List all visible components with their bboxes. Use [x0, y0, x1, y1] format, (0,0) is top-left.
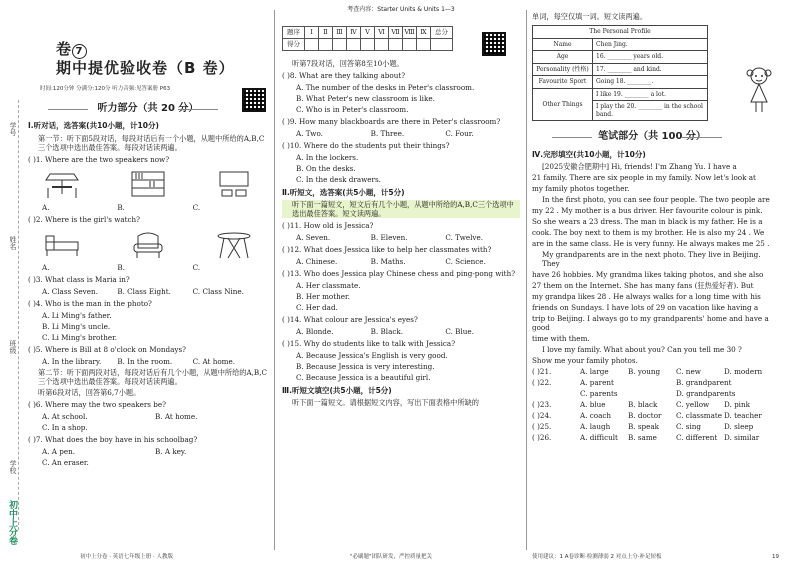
column-divider	[526, 10, 527, 550]
option-b[interactable]: B. What Peter's new classroom is like.	[296, 93, 435, 103]
question-5: ( )5. Where is Bill at 8 o'clock on Mondays?	[28, 344, 186, 354]
option-b[interactable]: B.	[117, 202, 125, 212]
cafe-table-picture-icon	[42, 168, 82, 200]
score-col: Ⅱ	[319, 26, 333, 38]
question-4: ( )4. Who is the man in the photo?	[28, 298, 152, 308]
option-a[interactable]: A. Li Ming's father.	[42, 310, 112, 320]
middle-footer: "必刷题"团队研发，严控质量把关	[350, 554, 433, 560]
table-picture-icon	[214, 228, 254, 260]
right-column	[532, 0, 772, 444]
question-1-pictures	[28, 167, 268, 201]
option-b[interactable]: B. Three.	[370, 128, 405, 138]
usage-note: 使用建议：1 A卷诊断·检测薄弱 2 对点上分·补足短板	[532, 554, 662, 560]
option-b[interactable]: B. grandparent	[676, 377, 732, 387]
choice-row-24	[532, 411, 772, 420]
passage-line: So she wears a 23 dress. The man in black is my father. He is a	[532, 216, 763, 226]
middle-column	[282, 0, 520, 409]
question-14: ( )14. What colour are Jessica's eyes?	[282, 314, 418, 324]
option-a[interactable]: A. laugh	[580, 421, 611, 431]
question-7-options-row1	[28, 447, 268, 456]
blank-19[interactable]: I like 19. ________ a lot.	[593, 88, 708, 101]
option-c[interactable]: C. sing	[676, 421, 702, 431]
score-table-row	[283, 38, 453, 50]
score-table	[282, 26, 453, 51]
title-text: 期中提优验收卷（B 卷）	[56, 59, 235, 77]
passage-line: my 22 . My mother is a bus driver. Her favourite colour is pink.	[532, 205, 763, 215]
passage-line: Show me your family photos.	[532, 355, 638, 365]
question-6-options-row1	[28, 412, 268, 421]
passage-line: friends on Sundays. I have lots of 29 on vacation like having a	[532, 302, 759, 312]
option-c[interactable]: C. Four.	[445, 128, 474, 138]
paper-title	[56, 40, 268, 78]
passage-line: [2025安徽合肥期中] Hi, friends! I'm Zhang Yu. I have a	[542, 161, 737, 171]
option-a[interactable]: A. In the library.	[42, 356, 102, 366]
question-8: ( )8. What are they talking about?	[282, 70, 406, 80]
passage-line: trip to Beijing. I always go to my grandparents' home and have a good	[532, 313, 769, 332]
blank-17[interactable]: 17. ________ and kind.	[593, 63, 708, 76]
score-cell[interactable]	[361, 38, 375, 50]
option-a[interactable]: A. Two.	[296, 128, 323, 138]
sidebar-label-class: 班级	[9, 340, 17, 354]
passage-line: 27 them on the Internet. She has many fans (狂热爱好者). But	[532, 280, 754, 290]
option-a[interactable]: A. blue	[580, 399, 606, 409]
question-6: ( )6. Where may the two speakers be?	[28, 399, 166, 409]
sidebar-label-name: 姓名	[9, 236, 17, 250]
option-d[interactable]: D. modern	[724, 366, 763, 376]
profile-value: Chen Jing.	[593, 38, 708, 51]
option-b[interactable]: B. On the desks.	[296, 163, 356, 173]
score-col: Ⅷ	[403, 26, 417, 38]
option-b[interactable]: B. speak	[628, 421, 660, 431]
dialogue-6-instructions: 听第6段对话，回答第6,7小题。	[38, 387, 141, 397]
score-row-label: 得分	[283, 38, 305, 50]
question-9-options	[282, 129, 520, 138]
option-b[interactable]: B. black	[628, 399, 658, 409]
option-c[interactable]: C. new	[676, 366, 701, 376]
option-c[interactable]: C.	[192, 202, 201, 212]
score-col: Ⅴ	[361, 26, 375, 38]
classroom-picture-icon	[214, 168, 254, 200]
option-a[interactable]: A. coach	[580, 410, 612, 420]
choice-row-22	[532, 378, 772, 387]
passage-line: are in the same class. He is very funny. He always makes me 25 .	[532, 238, 770, 248]
question-1: ( )1. Where are the two speakers now?	[28, 154, 170, 164]
sidebar-label-school: 学校	[9, 460, 17, 474]
option-b[interactable]: B. Black.	[370, 326, 404, 336]
choice-row-22-cont	[532, 389, 772, 398]
choice-row-25	[532, 422, 772, 431]
bed-picture-icon	[42, 228, 82, 260]
blank-16[interactable]: 16. ________ years old.	[593, 51, 708, 64]
section-2-heading: Ⅱ.听短文，选答案(共5小题，计5分)	[282, 187, 405, 197]
option-b[interactable]: B. Class Eight.	[117, 286, 171, 296]
passage-line: In the first photo, you can see four people. The two people are	[542, 194, 770, 204]
profile-label: Age	[533, 51, 593, 64]
cloze-passage	[532, 162, 772, 365]
question-1-options	[28, 203, 268, 212]
score-cell[interactable]	[389, 38, 403, 50]
option-d[interactable]: D. pink	[724, 399, 750, 409]
score-cell[interactable]	[305, 38, 319, 50]
option-b[interactable]: B. same	[628, 432, 657, 442]
section-1-part2-instructions: 第二节：听下面两段对话，每段对话后有几个小题，从题中所给的A,B,C三个选项中选出最佳答案。每段对话读两遍。	[38, 367, 267, 386]
score-cell[interactable]	[403, 38, 417, 50]
question-9: ( )9. How many blackboards are there in Peter's classroom?	[282, 116, 501, 126]
section-3-continued: 单词，每空仅填一词。短文读两遍。	[532, 12, 648, 21]
exam-meta: 时间:120分钟 分满分:120分 听力音频:见答案册 P63	[40, 85, 171, 92]
question-3-options	[28, 287, 268, 296]
question-2-options	[28, 263, 268, 272]
section-3-instructions: 听下面一篇短文。请根据短文内容，写出下面表格中所缺的	[292, 398, 479, 408]
choice-number: ( )21.	[532, 366, 552, 376]
choice-number	[532, 389, 580, 398]
option-a[interactable]: A.	[42, 202, 50, 212]
library-shelf-picture-icon	[128, 168, 168, 200]
option-b[interactable]: B. Her mother.	[296, 291, 350, 301]
passage-line: my family photos together.	[532, 183, 630, 193]
profile-label: Favourite Sport	[533, 76, 593, 89]
score-col: Ⅶ	[389, 26, 403, 38]
profile-label: Other Things	[533, 88, 593, 121]
option-b[interactable]: B. Li Ming's uncle.	[42, 321, 111, 331]
passage-line: have 26 hobbies. My grandma likes taking photos, and she also	[532, 269, 764, 279]
scope-qr-code[interactable]	[482, 32, 506, 56]
score-col-total: 总分	[431, 26, 453, 38]
passage-line: My grandparents are in the next photo. They live in Beijing. They	[542, 249, 761, 268]
column-divider	[274, 10, 275, 550]
profile-label: Personality (性格)	[533, 63, 593, 76]
score-cell[interactable]	[417, 38, 431, 50]
option-b[interactable]: B. A key.	[155, 446, 187, 456]
armchair-picture-icon	[128, 228, 168, 260]
title-number: 7	[72, 44, 87, 59]
option-c[interactable]: C. In a shop.	[42, 422, 88, 432]
profile-title: The Personal Profile	[533, 26, 708, 39]
question-5-options	[28, 357, 268, 366]
written-part-title: 笔试部分（共 100 分）	[532, 131, 772, 144]
score-cell[interactable]	[431, 38, 453, 50]
option-a[interactable]: A. Seven.	[296, 232, 331, 242]
section-4-heading: Ⅳ.完形填空(共10小题，计10分)	[532, 149, 646, 159]
option-a[interactable]: A. Blonde.	[296, 326, 334, 336]
choice-row-21	[532, 367, 772, 376]
option-a[interactable]: A. Chinese.	[296, 256, 338, 266]
score-table-header	[283, 26, 453, 38]
personal-profile-table	[532, 25, 708, 121]
option-a[interactable]: A. Class Seven.	[42, 286, 98, 296]
question-7: ( )7. What does the boy have in his schoolbag?	[28, 434, 198, 444]
passage-line: I love my family. What about you? Can you tell me 30 ?	[542, 344, 742, 354]
listening-title: 听力部分（共 20 分）	[28, 103, 268, 116]
score-cell[interactable]	[333, 38, 347, 50]
option-b[interactable]: B. At home.	[155, 411, 198, 421]
left-column	[28, 0, 268, 469]
score-cell[interactable]	[347, 38, 361, 50]
option-a[interactable]: A. Her classmate.	[296, 280, 361, 290]
option-c[interactable]: C. An eraser.	[42, 457, 89, 467]
option-c[interactable]: C. In the desk drawers.	[296, 174, 381, 184]
option-b[interactable]: B.	[117, 262, 125, 272]
option-c[interactable]: C. classmate	[676, 410, 723, 420]
option-c[interactable]: C. Blue.	[445, 326, 474, 336]
choice-row-26	[532, 433, 772, 442]
passage-line: my grandpa likes 28 . He always walks for a long time with his	[532, 291, 761, 301]
option-a[interactable]: A.	[42, 262, 50, 272]
option-c[interactable]: C. Her dad.	[296, 302, 338, 312]
option-c[interactable]: C. parents	[580, 388, 618, 398]
passage-line: cook. The boy next to them is my brother. He is also my 24 . We	[532, 227, 765, 237]
option-c[interactable]: C. different	[676, 432, 718, 442]
question-2: ( )2. Where is the girl's watch?	[28, 214, 141, 224]
option-b[interactable]: B. Maths.	[370, 256, 406, 266]
score-col: Ⅰ	[305, 26, 319, 38]
option-b[interactable]: B. doctor	[628, 410, 662, 420]
left-footer: 初中上分卷 · 英语七年级上册 · 人教版	[80, 554, 173, 560]
exam-scope: 考查内容：Starter Units & Units 1—3	[347, 6, 455, 13]
choice-number: ( )25.	[532, 421, 552, 431]
question-15: ( )15. Why do students like to talk with Jessica?	[282, 338, 456, 348]
section-1-instructions: 第一节：听下面5段对话，每段对话后有一个小题，从题中所给的A,B,C三个选项中选出最佳答案。每段对话读两遍。	[38, 133, 265, 152]
option-c[interactable]: C. At home.	[192, 356, 236, 366]
option-b[interactable]: B. Because Jessica is very interesting.	[296, 361, 435, 371]
option-a[interactable]: A. parent	[580, 377, 614, 387]
choice-row-23	[532, 400, 772, 409]
girl-cartoon-icon	[746, 64, 772, 114]
option-d[interactable]: D. grandparents	[676, 388, 736, 398]
question-13: ( )13. Who does Jessica play Chinese chess and ping-pong with?	[282, 268, 516, 278]
option-c[interactable]: C. Who is in Peter's classroom.	[296, 104, 409, 114]
option-a[interactable]: A. At school.	[42, 411, 88, 421]
option-c[interactable]: C. Class Nine.	[192, 286, 244, 296]
passage-line: 21 family. There are six people in my family. Now let's look at	[532, 172, 756, 182]
score-col: Ⅵ	[375, 26, 389, 38]
option-c[interactable]: C. Science.	[445, 256, 486, 266]
choice-number: ( )23.	[532, 399, 552, 409]
section-1-heading: Ⅰ.听对话，选答案(共10小题，计10分)	[28, 121, 159, 131]
question-11-options	[282, 233, 520, 242]
sidebar-label-id: 学号	[9, 122, 17, 136]
option-c[interactable]: C. Twelve.	[445, 232, 483, 242]
question-12-options	[282, 257, 520, 266]
blank-20[interactable]: I play the 20. ________ in the school band.	[593, 101, 708, 121]
option-c[interactable]: C. Li Ming's brother.	[42, 332, 118, 342]
cloze-choices	[532, 367, 772, 442]
choice-number: ( )24.	[532, 410, 552, 420]
option-b[interactable]: B. Eleven.	[370, 232, 408, 242]
score-col: Ⅸ	[417, 26, 431, 38]
option-a[interactable]: A. A pen.	[42, 446, 76, 456]
option-c[interactable]: C. yellow	[676, 399, 710, 409]
option-a[interactable]: A. The number of the desks in Peter's classroom.	[296, 82, 475, 92]
option-a[interactable]: A. In the lockers.	[296, 152, 359, 162]
choice-number: ( )26.	[532, 432, 552, 442]
section-3-heading: Ⅲ.听短文填空(共5小题，计5分)	[282, 385, 392, 395]
score-col-label: 题序	[283, 26, 305, 38]
page-number: 19	[772, 554, 779, 560]
binding-sidebar	[0, 0, 26, 566]
option-b[interactable]: B. In the room.	[117, 356, 173, 366]
question-10: ( )10. Where do the students put their things?	[282, 140, 450, 150]
section-2-instructions: 听下面一篇短文，短文后有几个小题，从题中所给的A,B,C三个选项中选出最佳答案。短文读两遍。	[282, 200, 520, 218]
brand-logo: 初中上分卷	[7, 500, 17, 545]
question-2-pictures	[28, 227, 268, 261]
option-a[interactable]: A. difficult	[580, 432, 618, 442]
option-d[interactable]: D. similar	[724, 432, 760, 442]
option-b[interactable]: B. young	[628, 366, 661, 376]
cut-line	[18, 100, 19, 530]
option-a[interactable]: A. large	[580, 366, 609, 376]
score-cell[interactable]	[319, 38, 333, 50]
question-12: ( )12. What does Jessica like to help her classmates with?	[282, 244, 492, 254]
passage-line: time with them.	[532, 333, 590, 343]
choice-number: ( )22.	[532, 377, 552, 387]
question-3: ( )3. What class is Maria in?	[28, 274, 130, 284]
title-prefix: 卷	[56, 40, 73, 58]
blank-18[interactable]: Going 18. ________.	[593, 76, 708, 89]
option-c[interactable]: C. Because Jessica is a beautiful girl.	[296, 372, 431, 382]
question-14-options	[282, 327, 520, 336]
dialogue-7-instructions: 听第7段对话，回答第8至10小题。	[292, 58, 404, 68]
option-d[interactable]: D. teacher	[724, 410, 762, 420]
score-col: Ⅲ	[333, 26, 347, 38]
option-d[interactable]: D. sleep	[724, 421, 754, 431]
profile-label: Name	[533, 38, 593, 51]
score-col: Ⅳ	[347, 26, 361, 38]
question-11: ( )11. How old is Jessica?	[282, 220, 374, 230]
option-a[interactable]: A. Because Jessica's English is very good.	[296, 350, 448, 360]
score-cell[interactable]	[375, 38, 389, 50]
option-c[interactable]: C.	[192, 262, 201, 272]
